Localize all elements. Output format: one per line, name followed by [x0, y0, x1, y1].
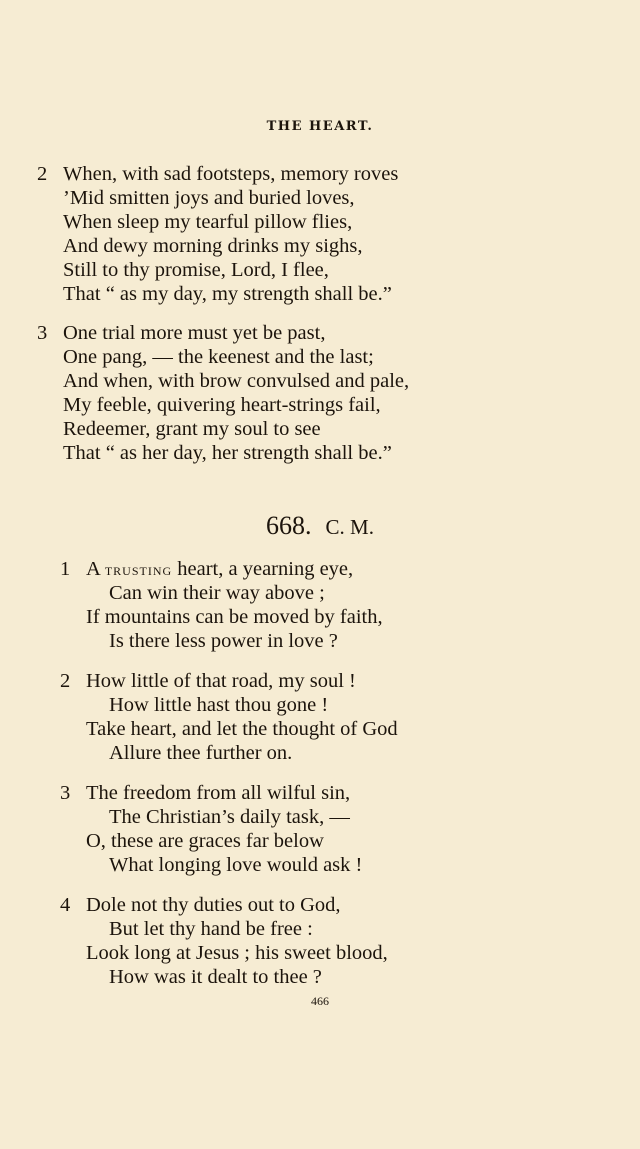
verse-line: Dole not thy duties out to God,: [86, 894, 341, 916]
verse-line: Allure thee further on.: [109, 742, 293, 764]
stanza-number: 4: [60, 894, 71, 916]
first-word: A: [86, 558, 100, 580]
verse-line: And when, with brow convulsed and pale,: [63, 370, 410, 392]
verse-line: My feeble, quivering heart-strings fail,: [63, 394, 381, 416]
page-number: 466: [311, 994, 329, 1008]
verse-line: That “ as my day, my strength shall be.”: [63, 283, 392, 305]
verse-line: Is there less power in love ?: [109, 630, 338, 652]
verse-line: And dewy morning drinks my sighs,: [63, 235, 363, 257]
verse-line: When, with sad footsteps, memory roves: [63, 163, 399, 185]
verse-line: [86, 557, 353, 582]
verse-line: The Christian’s daily task, —: [109, 806, 350, 828]
stanza-number: 2: [60, 670, 71, 692]
stanza-number: 3: [37, 322, 48, 344]
hymn-meter: C. M.: [325, 515, 374, 539]
stanza-number: 3: [60, 782, 71, 804]
verse-line: When sleep my tearful pillow flies,: [63, 211, 353, 233]
verse-line: One pang, — the keenest and the last;: [63, 346, 374, 368]
verse-line: The freedom from all wilful sin,: [86, 782, 351, 804]
verse-line: O, these are graces far below: [86, 830, 324, 852]
verse-line: Still to thy promise, Lord, I flee,: [63, 259, 329, 281]
stanza-number: 1: [60, 558, 71, 580]
verse-line: If mountains can be moved by faith,: [86, 606, 383, 628]
verse-line: But let thy hand be free :: [109, 918, 313, 940]
verse-line: How was it dealt to thee ?: [109, 966, 322, 988]
first-line-rest: heart, a yearning eye,: [172, 558, 354, 580]
verse-line: That “ as her day, her strength shall be.”: [63, 442, 392, 464]
verse-line: Look long at Jesus ; his sweet blood,: [86, 942, 388, 964]
hymn-number: 668.: [266, 511, 312, 540]
running-header: THE HEART.: [266, 119, 374, 134]
verse-line: Take heart, and let the thought of God: [86, 718, 398, 740]
verse-line: How little hast thou gone !: [109, 694, 329, 716]
verse-line: Can win their way above ;: [109, 582, 325, 604]
verse-line: How little of that road, my soul !: [86, 670, 356, 692]
first-word-smallcaps: trusting: [104, 560, 173, 579]
verse-line: Redeemer, grant my soul to see: [63, 418, 321, 440]
verse-line: What longing love would ask !: [109, 854, 363, 876]
verse-line: ’Mid smitten joys and buried loves,: [63, 187, 355, 209]
stanza-number: 2: [37, 163, 48, 185]
verse-line: One trial more must yet be past,: [63, 322, 326, 344]
hymn-title: [0, 511, 640, 541]
